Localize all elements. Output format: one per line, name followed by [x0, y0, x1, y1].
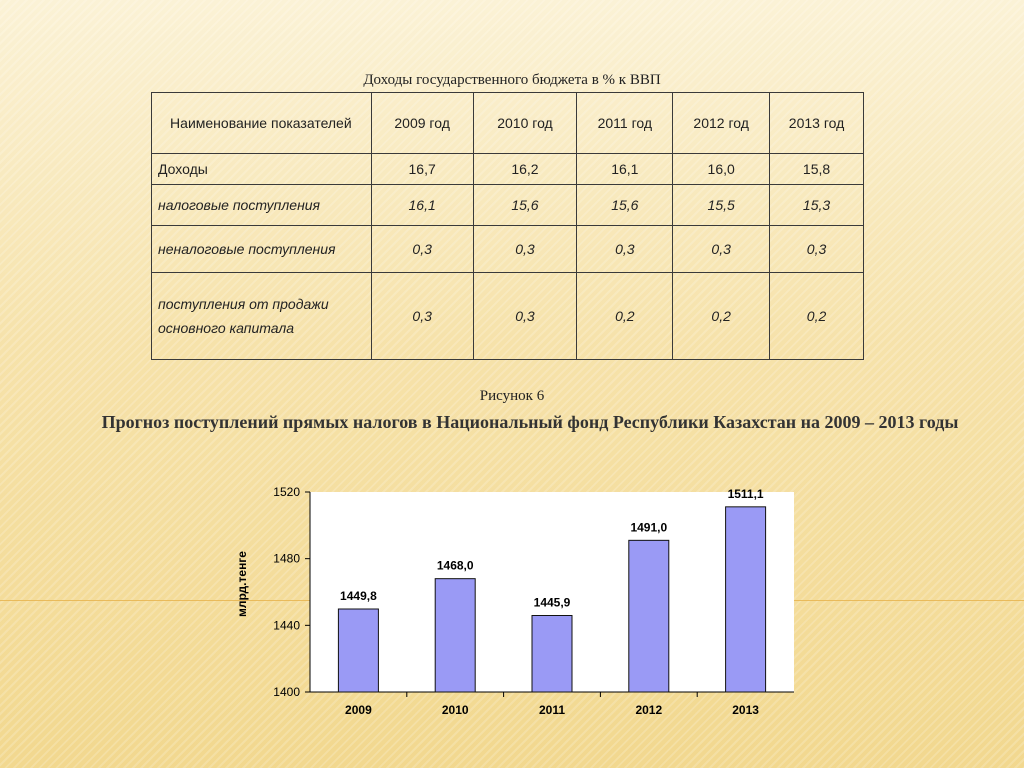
y-tick-label: 1520 [273, 485, 300, 499]
table-cell: 0,3 [371, 273, 473, 360]
table-cell: 0,3 [371, 226, 473, 273]
header-cell: 2010 год [473, 93, 577, 154]
table-cell: 15,3 [770, 185, 864, 226]
bar-chart [230, 478, 810, 728]
y-tick-label: 1400 [273, 685, 300, 699]
table-cell: 0,3 [473, 273, 577, 360]
table-cell: 15,5 [673, 185, 770, 226]
row-name-line: основного капитала [158, 320, 295, 336]
table-row [152, 154, 864, 185]
table-cell: 16,1 [577, 154, 673, 185]
table-header-row [152, 93, 864, 154]
bar [338, 609, 378, 692]
y-axis-label: млрд.тенге [235, 551, 249, 617]
row-name-line: поступления от продажи [158, 296, 329, 312]
x-tick-label: 2009 [345, 703, 372, 717]
budget-table [151, 92, 864, 360]
table-title: Доходы государственного бюджета в % к ВВП [363, 72, 661, 88]
table-cell: 16,0 [673, 154, 770, 185]
figure-title: Прогноз поступлений прямых налогов в Национальный фонд Республики Казахстан на 2009 – 2013 годы [101, 412, 959, 432]
table-cell: 15,8 [770, 154, 864, 185]
bar [629, 540, 669, 692]
table-cell: 0,2 [770, 273, 864, 360]
header-cell: 2009 год [371, 93, 473, 154]
table-cell: 0,3 [673, 226, 770, 273]
bar [726, 507, 766, 692]
table-cell: 16,7 [371, 154, 473, 185]
x-tick-label: 2013 [732, 703, 759, 717]
row-name: неналоговые поступления [152, 226, 372, 273]
table-cell: 15,6 [473, 185, 577, 226]
table-cell: 16,2 [473, 154, 577, 185]
bar [532, 616, 572, 693]
x-tick-label: 2010 [441, 703, 469, 717]
table-row [152, 185, 864, 226]
table-cell: 0,3 [770, 226, 864, 273]
data-label: 1491,0 [630, 520, 668, 535]
table-cell: 0,2 [673, 273, 770, 360]
table-cell: 0,3 [577, 226, 673, 273]
header-cell: Наименование показателей [152, 93, 372, 154]
x-tick-label: 2012 [635, 703, 663, 717]
table-row [152, 273, 864, 360]
y-tick-label: 1480 [273, 551, 300, 566]
data-label: 1468,0 [436, 558, 474, 573]
header-cell: 2011 год [577, 93, 673, 154]
table-row [152, 226, 864, 273]
row-name: налоговые поступления [152, 185, 372, 226]
data-label: 1511,1 [727, 486, 764, 501]
y-tick-label: 1440 [273, 618, 300, 633]
table-cell: 15,6 [577, 185, 673, 226]
data-label: 1449,8 [340, 589, 377, 603]
row-name [152, 273, 372, 360]
data-label: 1445,9 [533, 595, 571, 610]
table-cell: 0,2 [577, 273, 673, 360]
table-cell: 0,3 [473, 226, 577, 273]
header-cell: 2013 год [770, 93, 864, 154]
x-tick-label: 2011 [538, 703, 566, 717]
row-name: Доходы [152, 154, 372, 185]
table-cell: 16,1 [371, 185, 473, 226]
header-cell: 2012 год [673, 93, 770, 154]
bar [435, 579, 475, 692]
figure-label: Рисунок 6 [479, 388, 545, 404]
